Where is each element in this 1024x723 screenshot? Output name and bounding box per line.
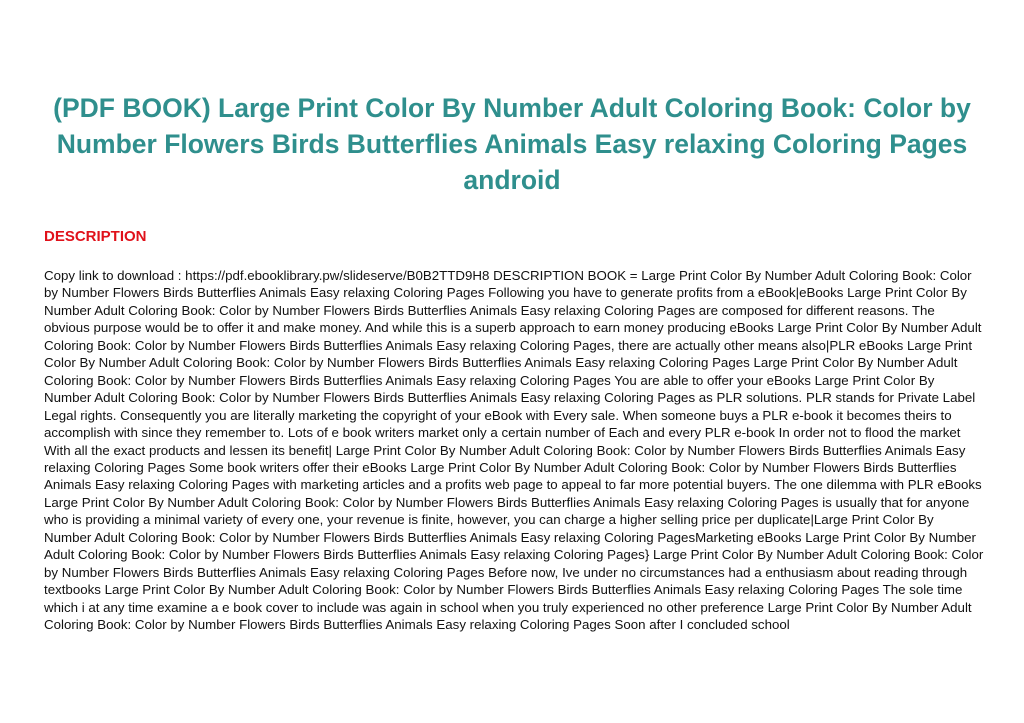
- document-title: (PDF BOOK) Large Print Color By Number Adult Coloring Book: Color by Number Flowers Birds Butterflies Animals Easy relaxing Coloring Pages android: [53, 93, 971, 195]
- description-heading: DESCRIPTION: [44, 228, 147, 245]
- description-body: Copy link to download : https://pdf.ebooklibrary.pw/slideserve/B0B2TTD9H8 DESCRIPTION BOOK = Large Print Color By Number Adult Coloring Book: Color by Number Flowers Birds Butterflies Animals Easy relaxing Coloring Pages Following you have to generate profits from a eBook|eBooks Large Print Color By Number Adult Coloring Book: Color by Number Flowers Birds Butterflies Animals Easy relaxing Coloring Pages are composed for different reasons. The obvious purpose would be to offer it and make money. And while this is a superb approach to earn money producing eBooks Large Print Color By Number Adult Coloring Book: Color by Number Flowers Birds Butterflies Animals Easy relaxing Coloring Pages, there are actually other means also|PLR eBooks Large Print Color By Number Adult Coloring Book: Color by Number Flowers Birds Butterflies Animals Easy relaxing Coloring Pages Large Print Color By Number Adult Coloring Book: Color by Number Flowers Birds Butterflies Animals Easy relaxing Coloring Pages You are able to offer your eBooks Large Print Color By Number Adult Coloring Book: Color by Number Flowers Birds Butterflies Animals Easy relaxing Coloring Pages as PLR solutions. PLR stands for Private Label Legal rights. Consequently you are literally marketing the copyright of your eBook with Every sale. When someone buys a PLR e-book it becomes theirs to accomplish with since they remember to. Lots of e book writers market only a certain number of Each and every PLR e-book In order not to flood the market With all the exact products and lessen its benefit| Large Print Color By Number Adult Coloring Book: Color by Number Flowers Birds Butterflies Animals Easy relaxing Coloring Pages Some book writers offer their eBooks Large Print Color By Number Adult Coloring Book: Color by Number Flowers Birds Butterflies Animals Easy relaxing Coloring Pages with marketing articles and a profits web page to appeal to far more potential buyers. The one dilemma with PLR eBooks Large Print Color By Number Adult Coloring Book: Color by Number Flowers Birds Butterflies Animals Easy relaxing Coloring Pages is usually that for anyone who is providing a minimal variety of every one, your revenue is finite, however, you can charge a higher selling price per duplicate|Large Print Color By Number Adult Coloring Book: Color by Number Flowers Birds Butterflies Animals Easy relaxing Coloring PagesMarketing eBooks Large Print Color By Number Adult Coloring Book: Color by Number Flowers Birds Butterflies Animals Easy relaxing Coloring Pages} Large Print Color By Number Adult Coloring Book: Color by Number Flowers Birds Butterflies Animals Easy relaxing Coloring Pages Before now, Ive under no circumstances had a enthusiasm about reading through textbooks Large Print Color By Number Adult Coloring Book: Color by Number Flowers Birds Butterflies Animals Easy relaxing Coloring Pages The sole time which i at any time examine a e book cover to include was again in school when you truly experienced no other preference Large Print Color By Number Adult Coloring Book: Color by Number Flowers Birds Butterflies Animals Easy relaxing Coloring Pages Soon after I concluded school: [44, 268, 984, 633]
